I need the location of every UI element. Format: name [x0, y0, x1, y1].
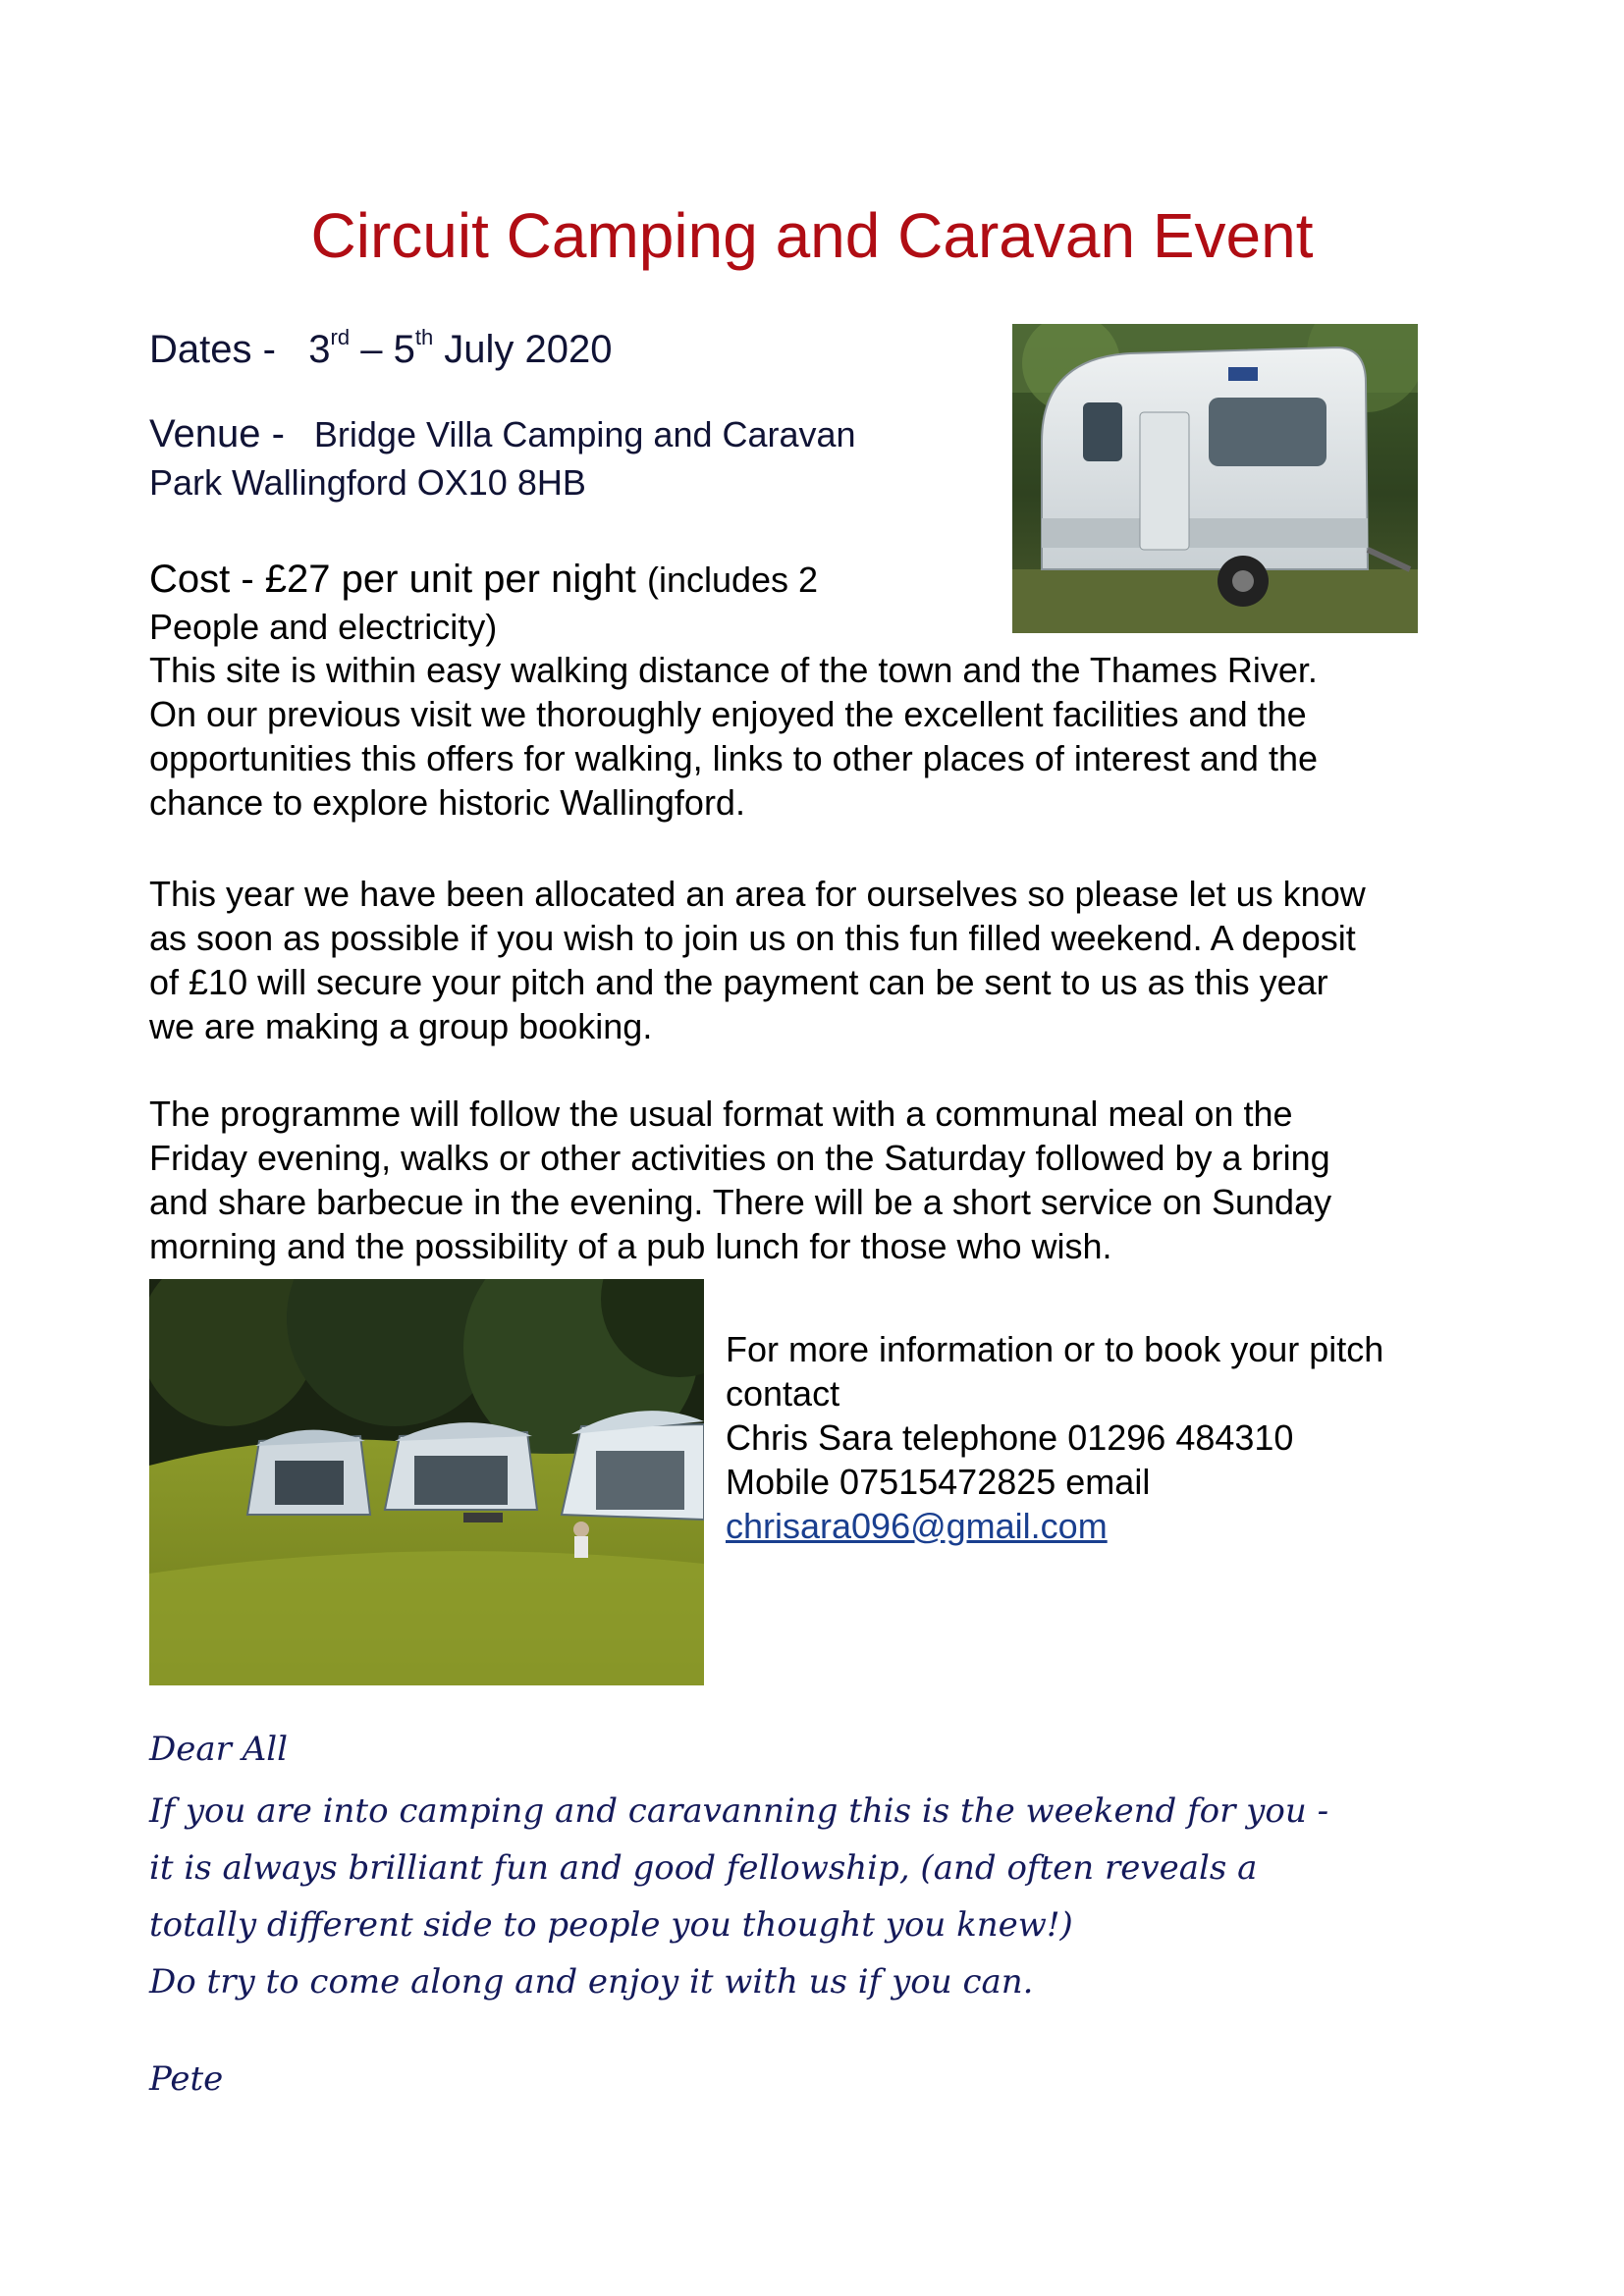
contact-line: For more information or to book your pitch [726, 1329, 1384, 1369]
contact-email-link[interactable]: chrisara096@gmail.com [726, 1506, 1108, 1546]
venue-label: Venue - [149, 412, 285, 455]
paragraph-line: Friday evening, walks or other activities on the Saturday followed by a bring [149, 1138, 1330, 1178]
paragraph-site [149, 648, 1504, 825]
letter-greeting: Dear All [149, 1730, 289, 1769]
page-title: Circuit Camping and Caravan Event [310, 200, 1314, 271]
paragraph-line: The programme will follow the usual format with a communal meal on the [149, 1094, 1293, 1134]
dates-month-year: July 2020 [433, 328, 613, 371]
letter-line: it is always brilliant fun and good fellowship, (and often reveals a [149, 1848, 1258, 1888]
paragraph-line: and share barbecue in the evening. There will be a short service on Sunday [149, 1182, 1332, 1222]
letter-line: totally different side to people you thought you knew!) [149, 1905, 1073, 1945]
caravan-photo [1012, 324, 1418, 633]
letter-signature: Pete [149, 2059, 224, 2099]
paragraph-line: This site is within easy walking distance of the town and the Thames River. [149, 650, 1318, 690]
dates-day-start: 3 [308, 328, 331, 371]
venue-line-1 [149, 410, 856, 458]
dates-label: Dates - [149, 328, 276, 371]
contact-block [726, 1327, 1383, 1548]
paragraph-line: opportunities this offers for walking, links to other places of interest and the [149, 738, 1318, 778]
cost-line [149, 554, 818, 606]
paragraph-booking [149, 872, 1504, 1048]
event-dates [149, 324, 613, 375]
paragraph-line: of £10 will secure your pitch and the payment can be sent to us as this year [149, 962, 1328, 1002]
paragraph-programme [149, 1092, 1504, 1268]
venue-line-2: Park Wallingford OX10 8HB [149, 462, 586, 503]
letter-body [149, 1783, 1328, 2010]
letter-line: Do try to come along and enjoy it with us if you can. [149, 1962, 1034, 2002]
dates-suffix-end: th [414, 325, 434, 349]
contact-line: Mobile 07515472825 email [726, 1462, 1151, 1502]
letter-line: If you are into camping and caravanning this is the weekend for you - [149, 1791, 1329, 1831]
dates-suffix-start: rd [330, 325, 351, 349]
paragraph-line: This year we have been allocated an area for ourselves so please let us know [149, 874, 1366, 914]
paragraph-line: we are making a group booking. [149, 1006, 653, 1046]
cost-main: Cost - £27 per unit per night [149, 558, 636, 601]
tents-photo [149, 1279, 704, 1685]
paragraph-line: morning and the possibility of a pub lunch for those who wish. [149, 1226, 1112, 1266]
contact-line: Chris Sara telephone 01296 484310 [726, 1417, 1294, 1458]
paragraph-line: On our previous visit we thoroughly enjoyed the excellent facilities and the [149, 694, 1307, 734]
cost-note: (includes 2 [646, 560, 819, 600]
contact-line: contact [726, 1373, 840, 1414]
paragraph-line: as soon as possible if you wish to join us on this fun filled weekend. A deposit [149, 918, 1356, 958]
paragraph-line: chance to explore historic Wallingford. [149, 782, 745, 823]
dates-day-end: 5 [393, 328, 415, 371]
cost-note-continued: People and electricity) [149, 607, 498, 647]
dates-dash: – [350, 328, 394, 371]
venue-name: Bridge Villa Camping and Caravan [313, 414, 856, 454]
